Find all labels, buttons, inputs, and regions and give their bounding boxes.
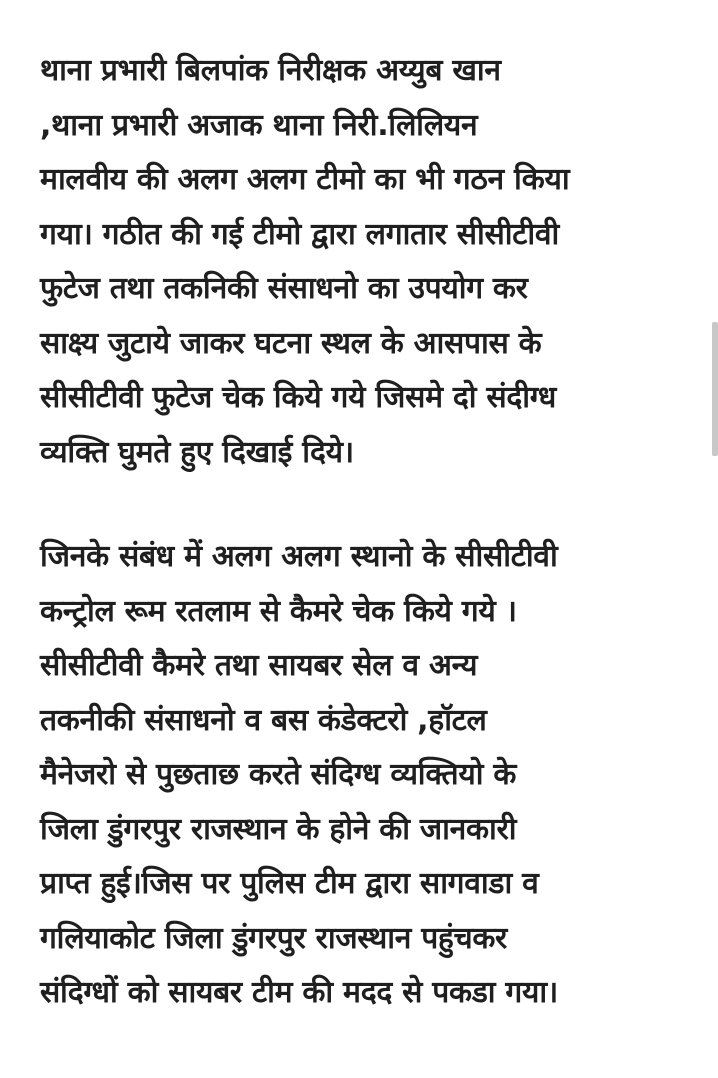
text-line: व्यक्ति घुमते हुए दिखाई दिये। [40,434,354,470]
paragraph-arrest-details [40,530,700,1021]
text-line: जिनके संबंध में अलग अलग स्थानो के सीसीटीवी [40,539,558,574]
article-body [40,44,700,1021]
text-line: कन्ट्रोल रूम रतलाम से कैमरे चेक किये गये । [40,593,517,629]
text-line: प्राप्त हुई।जिस पर पुलिस टीम द्वारा सागवाडा व [40,866,539,901]
text-line: साक्ष्य जुटाये जाकर घटना स्थल के आसपास के [40,325,542,361]
text-line: मैनेजरो से पुछताछ करते संदिग्ध व्यक्तियो के [40,757,517,792]
text-line: तकनीकी संसाधनो व बस कंडेक्टरो ,हॉटल [40,702,487,738]
text-line: सीसीटीवी कैमरे तथा सायबर सेल व अन्य [40,648,478,683]
text-line: गया। गठीत की गई टीमो द्वारा लगातार सीसीटीवी [40,216,560,252]
paragraph-investigation-teams [40,44,700,480]
scrollbar-thumb[interactable] [712,322,718,456]
text-line: मालवीय की अलग अलग टीमो का भी गठन किया [40,162,570,197]
text-line: फुटेज तथा तकनिकी संसाधनो का उपयोग कर [40,271,528,306]
text-line: जिला डुंगरपुर राजस्थान के होने की जानकारी [40,811,517,847]
text-line: थाना प्रभारी बिलपांक निरीक्षक अय्युब खान [40,53,501,88]
text-line: गलियाकोट जिला डुंगरपुर राजस्थान पहुंचकर [40,920,508,956]
text-line: सीसीटीवी फुटेज चेक किये गये जिसमे दो संदीग्ध [40,380,557,415]
text-line: संदिग्धों को सायबर टीम की मदद से पकडा गया। [40,975,558,1010]
text-line: ,थाना प्रभारी अजाक थाना निरी.लिलियन [40,107,478,143]
